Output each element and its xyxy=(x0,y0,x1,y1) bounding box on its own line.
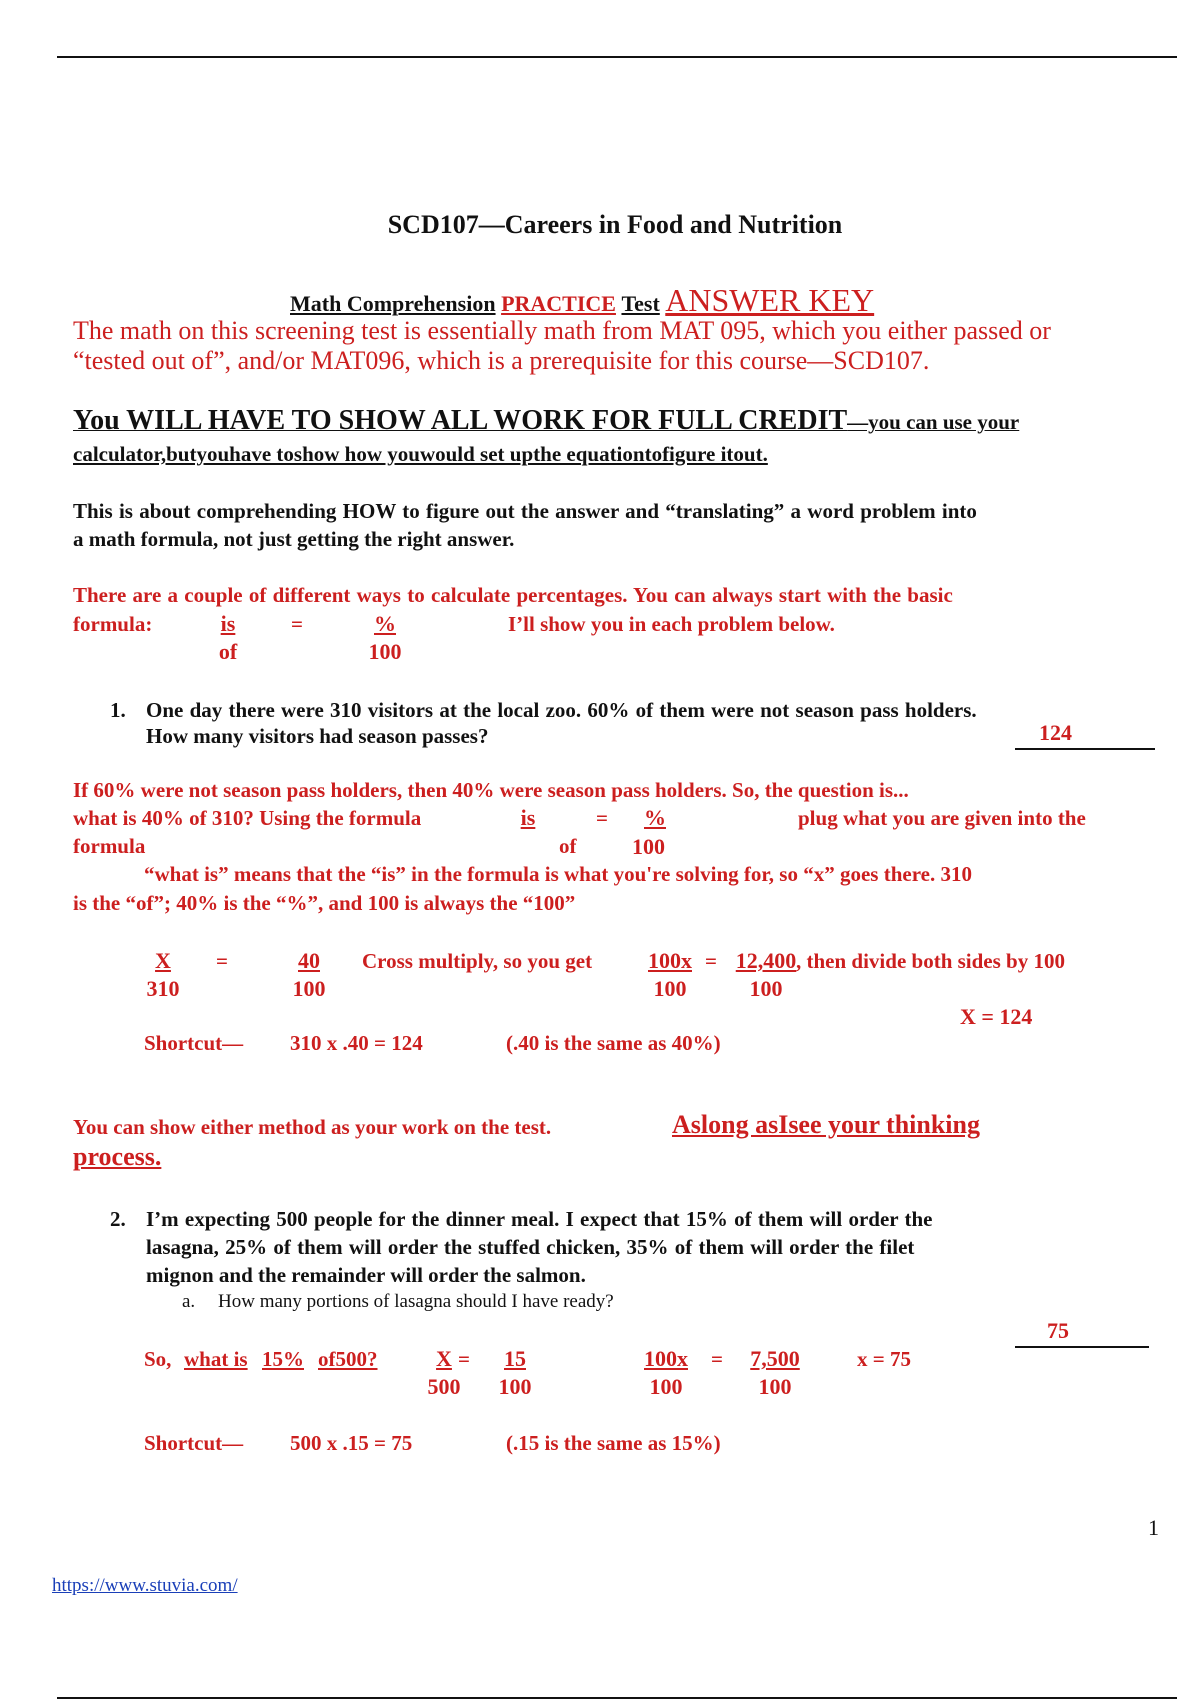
q2a-text: How many portions of lasagna should I have ready? xyxy=(218,1291,614,1312)
show-work-line-2: calculator,butyouhave toshow how youwould set upthe equationtofigure itout. xyxy=(73,442,768,466)
intro-line-1: The math on this screening test is essentially math from MAT 095, which you either passed or xyxy=(73,316,1051,345)
q2-formula-eq-2: = xyxy=(711,1347,723,1371)
q1-divide-text: , then divide both sides by 100 xyxy=(796,949,1065,973)
page-title: SCD107—Careers in Food and Nutrition xyxy=(387,210,843,239)
q2-line-3: mignon and the remainder will order the salmon. xyxy=(146,1263,586,1287)
q1-exp-formula: formula xyxy=(73,834,146,858)
either-method-text: You can show either method as your work on the test. xyxy=(73,1115,552,1139)
q1-exp-line-4: “what is” means that the “is” in the formula is what you're solving for, so “x” goes there. 310 xyxy=(144,862,972,886)
q2-frac-100x-100 xyxy=(640,1345,692,1401)
q1-line-1: One day there were 310 visitors at the local zoo. 60% of them were not season pass holders. xyxy=(146,698,977,722)
q1-frac-40-100 xyxy=(286,947,332,1003)
basic-formula-100: 100 xyxy=(368,639,402,664)
q2-answer: 75 xyxy=(1047,1318,1069,1343)
q2-frac-100x-denominator: 100 xyxy=(649,1374,683,1399)
q2-number: 2. xyxy=(110,1207,126,1231)
q2-line-2: lasagna, 25% of them will order the stuffed chicken, 35% of them will order the filet xyxy=(146,1235,915,1259)
basic-formula-is: is xyxy=(220,611,236,636)
q1-formula-eq: = xyxy=(216,949,228,973)
q1-shortcut-label: Shortcut— xyxy=(144,1031,244,1055)
q1-exp-pct xyxy=(632,804,678,832)
q2-frac-15-100 xyxy=(492,1345,538,1401)
q1-exp-eq: = xyxy=(596,806,608,830)
basic-formula-pct: % xyxy=(374,611,396,636)
q2-of500-text: of500? xyxy=(318,1347,378,1371)
q1-exp-line-5: is the “of”; 40% is the “%”, and 100 is always the “100” xyxy=(73,891,576,915)
q1-frac-12400-100 xyxy=(726,947,806,1003)
basic-formula-is-of xyxy=(212,610,244,666)
q1-frac-x: X xyxy=(155,948,171,973)
q2-pct15: 15% xyxy=(262,1347,304,1371)
q2-frac-x: X xyxy=(436,1346,452,1371)
comprehend-line-2: a math formula, not just getting the right answer. xyxy=(73,527,515,551)
answer-key-label: ANSWER KEY xyxy=(665,282,875,318)
thinking-process-line-2: process. xyxy=(73,1142,162,1171)
q1-exp-is: is xyxy=(520,805,536,830)
q1-result: X = 124 xyxy=(960,1004,1033,1029)
q1-frac-100x: 100x xyxy=(648,948,692,973)
q1-exp-of: of xyxy=(559,834,577,858)
q2-shortcut-label: Shortcut— xyxy=(144,1431,244,1455)
q1-exp-plug: plug what you are given into the xyxy=(798,806,1086,830)
q2a-label: a. xyxy=(182,1291,196,1312)
thinking-process-line-1: Aslong asIsee your thinking xyxy=(672,1110,980,1139)
q2-what-is: what is xyxy=(184,1347,248,1371)
q2-of500 xyxy=(318,1347,378,1372)
footer-link[interactable]: https://www.stuvia.com/ xyxy=(52,1575,238,1596)
bottom-divider xyxy=(57,1697,1177,1699)
intro-line-2: “tested out of”, and/or MAT096, which is a prerequisite for this course—SCD107. xyxy=(73,346,930,375)
subtitle-practice: PRACTICE xyxy=(501,291,616,316)
subtitle xyxy=(290,282,874,319)
q1-frac-12400-denominator: 100 xyxy=(749,976,783,1001)
q1-shortcut: 310 x .40 = 124 xyxy=(290,1031,423,1055)
q1-shortcut-note: (.40 is the same as 40%) xyxy=(506,1031,721,1055)
comprehend-line-1: This is about comprehending HOW to figure out the answer and “translating” a word problem into xyxy=(73,499,977,523)
top-divider xyxy=(57,56,1177,58)
basic-formula-pct-100 xyxy=(362,610,408,666)
percent-intro-line-1: There are a couple of different ways to calculate percentages. You can always start with the basic xyxy=(73,583,953,607)
q1-frac-100x-100 xyxy=(644,947,696,1003)
q1-formula-eq-2: = xyxy=(705,949,717,973)
q2-frac-100x: 100x xyxy=(644,1346,688,1371)
q1-exp-line-2: what is 40% of 310? Using the formula xyxy=(73,806,422,830)
q2-frac-500: 500 xyxy=(427,1374,461,1399)
basic-formula-equals: = xyxy=(291,612,303,636)
q1-exp-formula-is-of xyxy=(512,804,544,832)
q2-frac-7500: 7,500 xyxy=(750,1346,800,1371)
show-work-heading xyxy=(73,405,1019,437)
q1-exp-pct-symbol: % xyxy=(644,805,666,830)
percent-formula-label: formula: xyxy=(73,612,153,636)
show-work-big: You WILL HAVE TO SHOW ALL WORK FOR FULL CREDIT xyxy=(73,405,848,436)
q2-frac-15: 15 xyxy=(504,1346,526,1371)
q1-answer: 124 xyxy=(1039,720,1072,745)
q1-frac-100: 100 xyxy=(292,976,326,1001)
q1-frac-12400: 12,400 xyxy=(735,948,797,973)
q1-frac-310: 310 xyxy=(146,976,180,1001)
q1-answer-blank xyxy=(1015,720,1155,750)
q2-result: x = 75 xyxy=(857,1347,911,1371)
page-number: 1 xyxy=(1148,1515,1159,1540)
q1-frac-40: 40 xyxy=(298,948,320,973)
q1-frac-x-310 xyxy=(142,947,184,1003)
q2-formula-eq: = xyxy=(458,1347,470,1371)
q2-frac-7500-100 xyxy=(740,1345,810,1401)
q2-answer-blank xyxy=(1015,1318,1149,1348)
q1-exp-100: 100 xyxy=(632,834,665,859)
q2-shortcut: 500 x .15 = 75 xyxy=(290,1431,413,1455)
q2-frac-15-denominator: 100 xyxy=(498,1374,532,1399)
subtitle-test: Test xyxy=(621,291,660,316)
q2-so: So, xyxy=(144,1347,172,1371)
q2-frac-7500-denominator: 100 xyxy=(758,1374,792,1399)
show-work-small: —you can use your xyxy=(847,410,1020,434)
basic-formula-of: of xyxy=(218,639,238,664)
q1-number: 1. xyxy=(110,698,126,722)
q2-shortcut-note: (.15 is the same as 15%) xyxy=(506,1431,721,1455)
q1-exp-line-1: If 60% were not season pass holders, then 40% were season pass holders. So, the question is... xyxy=(73,778,909,802)
q1-line-2: How many visitors had season passes? xyxy=(146,724,489,748)
q2-line-1: I’m expecting 500 people for the dinner meal. I expect that 15% of them will order the xyxy=(146,1207,933,1231)
subtitle-part1: Math Comprehension xyxy=(290,291,496,316)
q1-cross-multiply: Cross multiply, so you get xyxy=(362,949,593,973)
q1-frac-100x-denominator: 100 xyxy=(653,976,687,1001)
percent-show-text: I’ll show you in each problem below. xyxy=(508,612,835,636)
